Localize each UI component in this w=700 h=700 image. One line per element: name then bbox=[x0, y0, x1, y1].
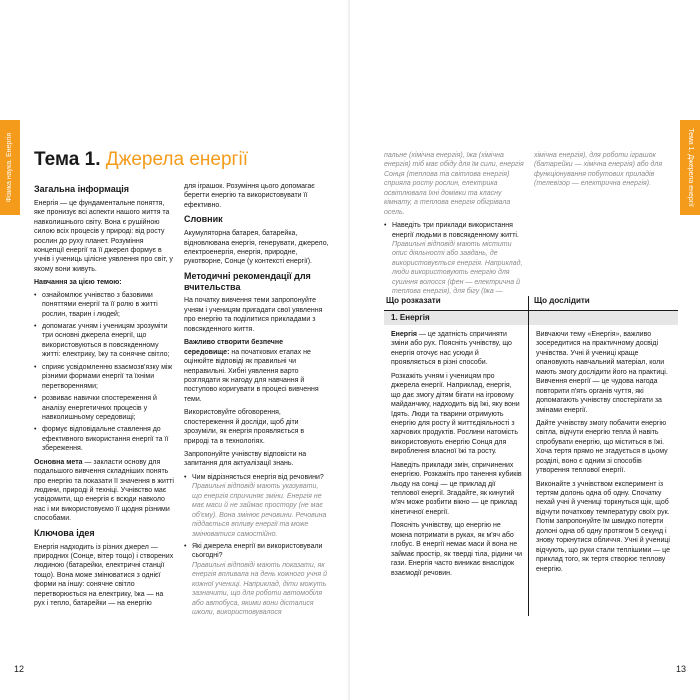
tell-paragraph-1 bbox=[391, 330, 523, 368]
left-column-2 bbox=[184, 182, 330, 621]
energy-term: Енергія bbox=[391, 331, 418, 338]
tell-paragraph-2: Розкажіть учням і ученицям про джерела енергії. Наприклад, енергія, що дає змогу дітям бігати на ігровому майданчику, надходить від їжі, яку вони їдять. Люди та тварини отримують енергію для росту й життєдіяльності з харчових продуктів. Рослини натомість використовують енергію Сонця для вироблення власної їжі та росту. bbox=[391, 372, 520, 456]
answer-continued-text: пальне (хімічна енергія), їжа (хімічна енергія) тіб має обіду для їм сили, енергія Сонця (теплова та світлова енергія) сприяла росту рослин, електрика освітлювала їхні домівки та класну кімнату, а теплова енергія обігрівала осель. bbox=[384, 152, 524, 216]
question-2: Які джерела енергії ви використовували сьогодні? bbox=[192, 542, 323, 560]
what-to-explore-header: Що дослідити bbox=[534, 296, 590, 305]
table-header-row bbox=[384, 296, 678, 310]
question-item bbox=[184, 542, 330, 618]
what-to-explore-column bbox=[536, 330, 676, 578]
vocabulary-text: Акумуляторна батарея, батарейка, відновлювана енергія, генерувати, джерело, електроенергія, енергія, природне, рукотворне, Сонце (у контексті енергії). bbox=[184, 230, 329, 266]
goals-list bbox=[34, 291, 174, 454]
question-1-answer: Правильні відповіді мають указувати, що енергія спричиняє зміни. Енергія не має маси й не займає простору (не має об'єму). Вона змінює речовини. Речовина піддається впливу енергії та може змінюватися самостійно. bbox=[192, 483, 327, 538]
left-column-1 bbox=[34, 182, 174, 613]
key-idea-heading: Ключова ідея bbox=[34, 527, 95, 538]
task-answer: Правильні відповіді мають містити опис діяльності або завдань, де використовується енергія. Наприклад, люди використовують енергію для сушіння волосся (фен — електрична й теплова енергія), для бігу (їжа — bbox=[392, 240, 523, 296]
question-item bbox=[184, 473, 330, 539]
goal-item: • розвиває навички спостереження й аналізу енергетичних процесів у навколишньому середовищі; bbox=[34, 394, 174, 422]
section-label: 1. Енергія bbox=[391, 313, 430, 322]
what-to-tell-header: Що розказати bbox=[386, 296, 441, 305]
left-side-tab-label: Фізика наука. Енергія bbox=[6, 132, 14, 203]
task-item bbox=[384, 221, 524, 297]
right-side-tab bbox=[680, 120, 700, 215]
safe-env-text: на початкових етапах не оцінюйте відповіді як правильні чи неправильні. Хибні уявлення варто розглядати як нагоду для навчання й поступово коригувати в процесі вивчення теми. bbox=[184, 348, 319, 403]
tell-paragraph-3: Наведіть приклади змін, спричинених енергією. Розкажіть про танення кубиків льоду на сонці — це приклад дії теплової енергії. Згадайте, як кинутий м'яч може розбити вікно — це приклад кінетичної енергії. bbox=[391, 461, 522, 516]
topic-title-prefix: Тема 1. bbox=[34, 149, 101, 170]
goal-item: • допомагає учням і ученицям зрозуміти три основні джерела енергії, що використовуються в повсякденному житті: електрику, їжу та сонячне світло; bbox=[34, 322, 174, 360]
task-text: Наведіть три приклади використання енергії людьми в повсякденному житті. bbox=[392, 222, 519, 239]
task-list bbox=[384, 221, 524, 297]
goals-heading: Навчання за цією темою: bbox=[34, 279, 122, 287]
safe-env-heading: Важливо створити безпечне середовище: bbox=[184, 339, 283, 356]
main-goal-paragraph bbox=[34, 458, 174, 524]
energy-definition: — це здатність спричиняти зміни або рух. Поясніть учнівству, що енергія оточує нас усюди й проявляється в різні способи. bbox=[391, 331, 512, 367]
tell-paragraph-4: Поясніть учнівству, що енергію не можна потримати в руках, як м'яч або глобус. В енергії немає маси й вона не займає простір, як тверді тіла, рідини чи гази. Енергія часто виникає внаслідок взаємодії речовин. bbox=[391, 522, 523, 577]
methods-text: На початку вивчення теми запропонуйте учням і ученицям пригадати свої уявлення про енергію та поділитися прикладами з повсякденного життя. bbox=[184, 297, 323, 333]
key-idea-text: Енергія надходить із різних джерел — природних (Сонце, вітер тощо) і створених людиною (батарейки, електричні станції тощо). Вона може змінюватися з однієї форми на іншу: сонячне світло перетворюється на електрику, їжа — на рух і тепло, батарейки — на енергію bbox=[34, 543, 174, 608]
methods-heading: Методичні рекомендації для вчительства bbox=[184, 270, 311, 292]
general-info-heading: Загальна інформація bbox=[34, 184, 129, 194]
right-top-column-2 bbox=[534, 151, 674, 193]
questions-list bbox=[184, 473, 330, 618]
right-top-column-1 bbox=[384, 151, 524, 301]
vocabulary-heading: Словник bbox=[184, 214, 223, 225]
main-goal-label: Основна мета bbox=[34, 458, 83, 466]
explore-paragraph-1: Вивчаючи тему «Енергія», важливо зосередитися на практичному досвіді учнівства. Учні й учениці краще опановують навчальний матеріал, коли мають змогу дослідити його на практиці. Вивчення енергії — це чудова нагода повторити п'ять органів чуття, які допомагають учнівству спостерігати за змінами енергії. bbox=[536, 331, 668, 414]
right-side-tab-label: Тема 1. Джерела енергії bbox=[686, 128, 694, 207]
table-column-divider bbox=[528, 296, 529, 616]
question-2-answer: Правильні відповіді мають показати, як енергія впливала на день кожного учня й кожної учениці. Наприклад, діти можуть зазначити, що для роботи автомобіля або автобуса, якими вони дісталися школи, використовувалося bbox=[192, 561, 327, 617]
continued-text: для іграшок. Розуміння цього допомагає берегти енергію та використовувати її ефективно. bbox=[184, 183, 315, 209]
safe-env-paragraph bbox=[184, 338, 330, 404]
left-page-number: 12 bbox=[14, 664, 25, 674]
goal-item: • ознайомлює учнівство з базовими поняттями енергії та її ролю в житті рослин, тварин і людей; bbox=[34, 291, 174, 319]
main-goal-text: — закласти основу для подальшого вивчення складніших понять про енергію та показати її значення в житті людини, природі й техніці. Учнівство має усвідомити, що енергія є всюди навколо нас і ми використовуємо її щодня різними способами. bbox=[34, 458, 174, 523]
explore-paragraph-3: Виконайте з учнівством експеримент із тертям долонь одна об одну. Спочатку нехай учні й учениці торкнуться щік, щоб відчути початкову температуру своїх рук. Потім запропонуйте їм швидко потерти долоні одна об одну протягом 5 секунд і знову торкнутися обличчя. Учні й учениці відчують, що руки стали теплішими — це приклад того, як тертя створює теплову енергію. bbox=[536, 480, 670, 573]
goal-item: • сприяє усвідомленню взаємозв'язку між різними формами енергії та їхніми перетвореннями; bbox=[34, 363, 174, 391]
answer-end-text: хімічна енергія), для роботи іграшок (батарейки — хімічна енергія) або для функціонування побутових приладів (телевізор — електрична енергія). bbox=[534, 152, 663, 188]
question-1: Чим відрізняється енергія від речовини? bbox=[192, 473, 324, 481]
left-side-tab bbox=[0, 120, 20, 215]
right-page-number: 13 bbox=[675, 664, 686, 674]
explore-paragraph-2: Дайте учнівству змогу побачити енергію світла, відчути енергію тепла й навіть спробувати енергію, що міститься в їжі. Хоча тертя прямо не згадується в цьому розділі, воно є одним зі способів утворення теплової енергії. bbox=[536, 419, 668, 475]
topic-title-highlight: Джерела енергії bbox=[105, 149, 248, 170]
what-to-tell-column bbox=[391, 330, 523, 582]
general-info-text: Енергія — це фундаментальне поняття, яке пронизує всі аспекти нашого життя та навколишнього світу. Вона є рушійною силою всіх процесів у природі: від росту рослин до руху планет. Розуміння концепції енергії та її джерел формує в учнів і учениць цілісне уявлення про світ, у якому вони живуть. bbox=[34, 199, 173, 273]
use-methods-text: Використовуйте обговорення, спостереження й досліди, щоб діти зрозуміли, як енергія проявляється в природі та в технологіях. bbox=[184, 409, 305, 445]
goal-item: • формує відповідальне ставлення до ефективного використання енергії та її збереження. bbox=[34, 425, 174, 453]
topic-title bbox=[34, 149, 248, 171]
invite-text: Запропонуйте учнівству відповісти на запитання для актуалізації знань. bbox=[184, 451, 307, 468]
